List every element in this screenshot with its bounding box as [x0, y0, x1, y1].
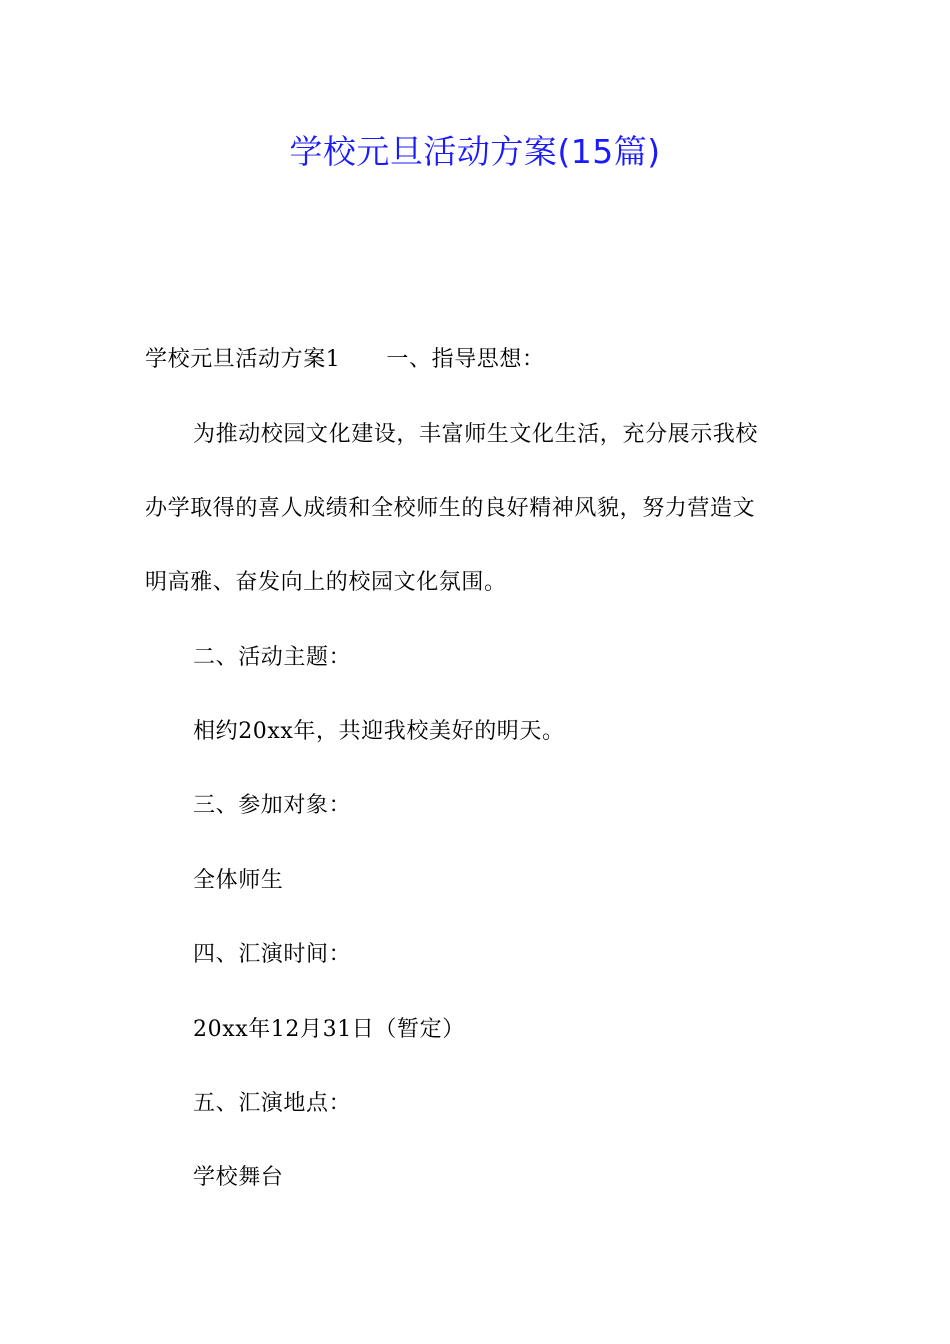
paragraph-1-line-2: 办学取得的喜人成绩和全校师生的良好精神风貌，努力营造文: [145, 496, 756, 521]
subheading-activity-theme: 二、活动主题：: [193, 645, 352, 670]
section-heading-line: [145, 344, 545, 376]
participants-text: 全体师生: [193, 868, 284, 893]
subheading-guiding-thought: 一、指导思想：: [386, 347, 545, 372]
theme-text: 相约20xx年，共迎我校美好的明天。: [193, 719, 565, 744]
location-text: 学校舞台: [193, 1165, 284, 1190]
time-text: 20xx年12月31日（暂定）: [193, 1017, 465, 1042]
subheading-performance-time: 四、汇演时间：: [193, 942, 352, 967]
section-heading: 学校元旦活动方案1: [145, 347, 341, 372]
paragraph-1-line-3: 明高雅、奋发向上的校园文化氛围。: [145, 570, 507, 595]
subheading-participants: 三、参加对象：: [193, 793, 352, 818]
paragraph-1-line-1: 为推动校园文化建设，丰富师生文化生活，充分展示我校: [193, 422, 759, 447]
document-title: 学校元旦活动方案(15篇): [289, 132, 661, 171]
subheading-performance-location: 五、汇演地点：: [193, 1091, 352, 1116]
